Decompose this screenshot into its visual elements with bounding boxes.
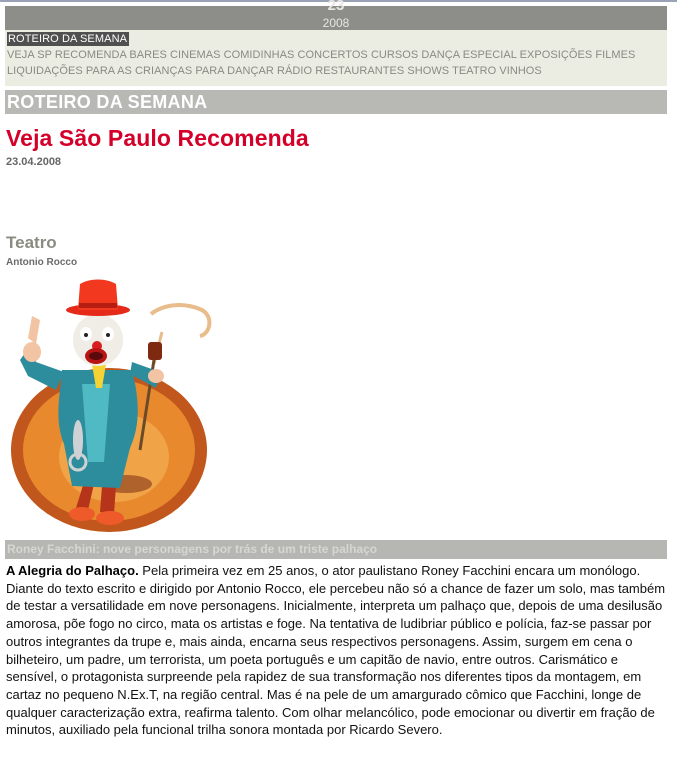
nav-link[interactable]: ESPECIAL: [462, 49, 517, 61]
article-body: [6, 562, 668, 739]
nav-link[interactable]: TEATRO: [452, 65, 497, 77]
page-title: Veja São Paulo Recomenda: [6, 125, 309, 151]
nav-link[interactable]: CONCERTOS: [297, 49, 368, 61]
nav-link[interactable]: PARA DANÇAR: [195, 65, 274, 77]
nav-link[interactable]: SHOWS: [407, 65, 450, 77]
author-name: Antonio Rocco: [6, 257, 78, 268]
nav-link[interactable]: FILMES: [595, 49, 636, 61]
category-heading: Teatro: [6, 233, 57, 252]
publish-date: 23.04.2008: [6, 156, 62, 168]
section-nav: [5, 30, 667, 86]
nav-link[interactable]: LIQUIDAÇÕES: [7, 65, 83, 77]
article-text: Pela primeira vez em 25 anos, o ator paulistano Roney Facchini encara um monólogo. Diante do texto escrito e dirigido por Antonio Rocco, ele percebeu não só a chance de fazer um solo, mas também de testar a versatilidade em nove personagens. Inicialmente, interpreta um palhaço que, depois de uma desilusão amorosa, põe fogo no circo, mata os artistas e foge. Na tentativa de ludibriar público e polícia, faz-se passar por outros integrantes da trupe e, mais ainda, encarna seus respectivos personagens. Assim, surgem em cena o bilheteiro, um padre, um terrorista, um poeta português e um capitão de navio, entre outros. Carismático e sensível, o protagonista surpreende pela rapidez de sua transformação nos diferentes tipos da montagem, em cartaz no pequeno N.Ex.T, na região central. Mas é na pele de um amargurado cômico que Facchini, longe de qualquer caracterização extra, reafirma talento. Com olhar melancólico, pode emocionar ou divertir em fração de minutos, auxiliado pela funcional trilha sonora montada por Ricardo Severo.: [6, 563, 666, 738]
nav-link[interactable]: DANÇA: [421, 49, 460, 61]
photo-caption: Roney Facchini: nove personagens por trás de um triste palhaço: [5, 540, 667, 559]
nav-links: [7, 47, 657, 79]
nav-link[interactable]: EXPOSIÇÕES: [519, 49, 593, 61]
nav-link[interactable]: VINHOS: [499, 65, 542, 77]
article-lead-title: A Alegria do Palhaço.: [6, 563, 139, 578]
nav-link[interactable]: BARES: [129, 49, 167, 61]
nav-link[interactable]: RESTAURANTES: [315, 65, 405, 77]
section-tag: ROTEIRO DA SEMANA: [8, 33, 128, 45]
nav-link[interactable]: VEJA SP RECOMENDA: [7, 49, 127, 61]
nav-link[interactable]: RÁDIO: [277, 65, 313, 77]
nav-link[interactable]: CINEMAS: [170, 49, 221, 61]
date-banner: [5, 0, 667, 30]
section-title: ROTEIRO DA SEMANA: [5, 90, 667, 114]
date-year: 2008: [322, 16, 350, 30]
clown-photo: [6, 272, 216, 538]
nav-link[interactable]: PARA AS CRIANÇAS: [85, 65, 193, 77]
date-day: 23: [327, 0, 345, 14]
nav-link[interactable]: COMIDINHAS: [223, 49, 295, 61]
nav-link[interactable]: CURSOS: [370, 49, 419, 61]
